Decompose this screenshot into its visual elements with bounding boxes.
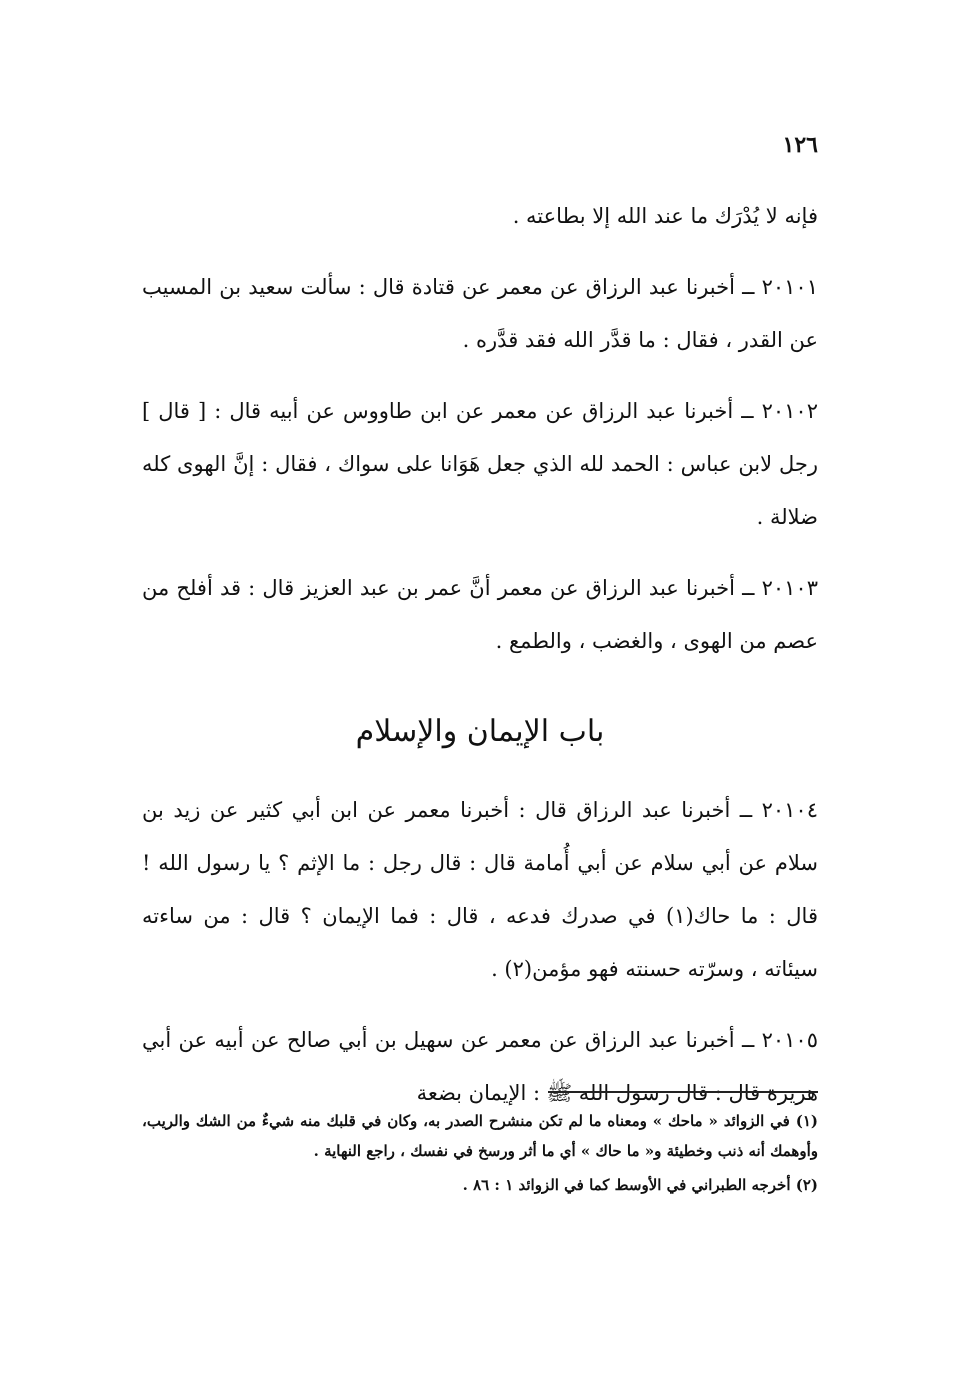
- footnotes: [142, 1106, 818, 1200]
- hadith-20103: ٢٠١٠٣ ــ أخبرنا عبد الرزاق عن معمر أنَّ عمر بن عبد العزيز قال : قد أفلح من عصم من الهوى ، والغضب ، والطمع .: [142, 576, 818, 653]
- main-text: [142, 190, 818, 1120]
- page-number: ١٢٦: [782, 132, 818, 158]
- hadith-20101: ٢٠١٠١ ــ أخبرنا عبد الرزاق عن معمر عن قتادة قال : سألت سعيد بن المسيب عن القدر ، فقال : ما قدَّر الله فقد قدَّره .: [142, 275, 818, 352]
- chapter-heading: باب الإيمان والإسلام: [355, 714, 605, 749]
- footnote-divider: [548, 1091, 818, 1093]
- hadith-20104: ٢٠١٠٤ ــ أخبرنا عبد الرزاق قال : أخبرنا معمر عن ابن أبي كثير عن زيد بن سلام عن أبي سلام عن أبي أُمامة قال : قال رجل : ما الإثم ؟ يا رسول الله ! قال : ما حاك(١) في صدرك فدعه ، قال : فما الإيمان ؟ قال : من ساءته سيئاته ، وسرّته حسنته فهو مؤمن(٢) .: [142, 798, 818, 981]
- hadith-20102: ٢٠١٠٢ ــ أخبرنا عبد الرزاق عن معمر عن ابن طاووس عن أبيه قال : [ قال ] رجل لابن عباس : الحمد لله الذي جعل هَوَانا على سواك ، فقال : إنَّ الهوى كله ضلالة .: [142, 399, 818, 529]
- footnote-1: (١) في الزوائد « ماحك » ومعناه ما لم تكن منشرح الصدر به، وكان في قلبك منه شيءٌ من الشك والريب، وأوهمك أنه ذنب وخطيئة و« ما حاك » أي ما أثر ورسخ في نفسك ، راجع النهاية .: [142, 1112, 818, 1160]
- paragraph-continuation: فإنه لا يُدْرَك ما عند الله إلا بطاعته .: [512, 204, 818, 228]
- hadith-20105: ٢٠١٠٥ ــ أخبرنا عبد الرزاق عن معمر عن سهيل بن أبي صالح عن أبيه عن أبي هريرة قال : قال رسول الله ﷺ : الإيمان بضعة: [142, 1028, 818, 1105]
- footnote-2: (٢) أخرجه الطبراني في الأوسط كما في الزوائد ١ : ٨٦ .: [462, 1176, 818, 1194]
